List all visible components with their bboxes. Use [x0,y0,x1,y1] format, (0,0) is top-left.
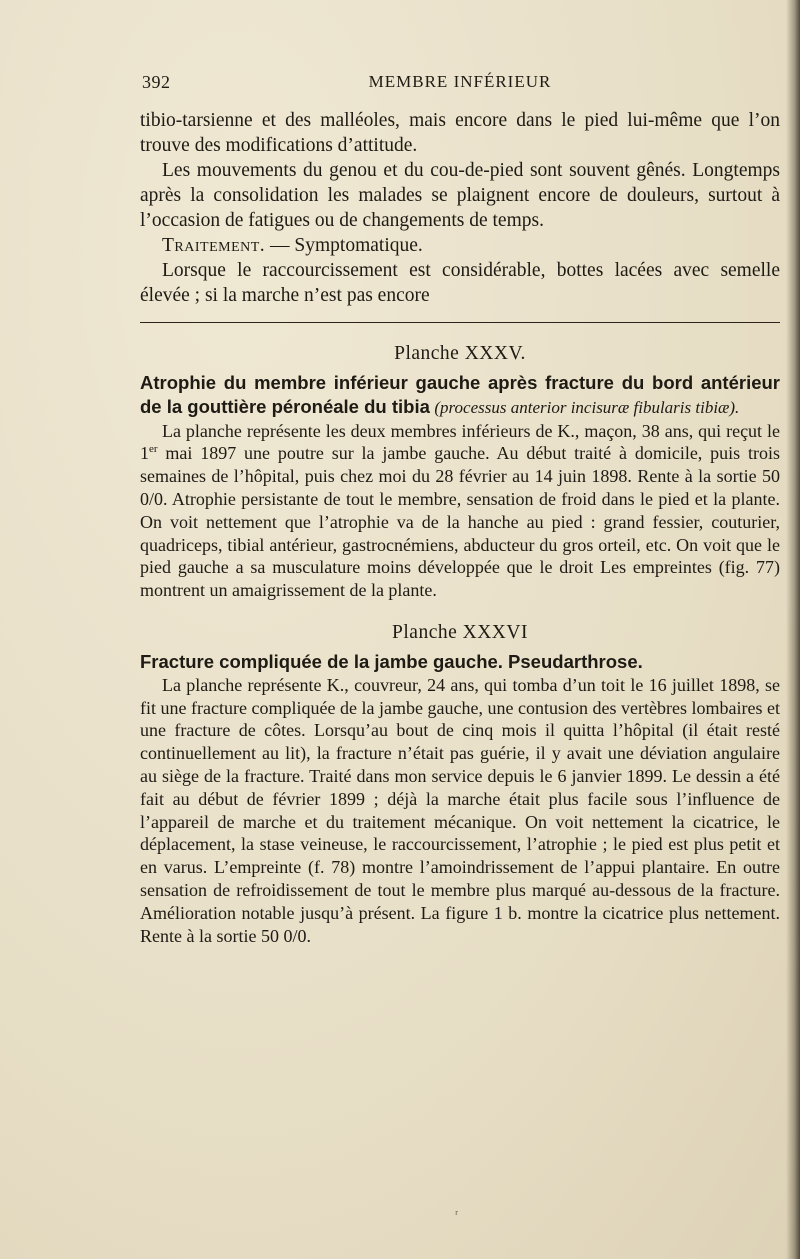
page-header [140,70,780,100]
plate-35-label: Planche XXXV. [394,343,526,364]
plate-36-heading [140,650,780,674]
plate-36-body [140,650,780,947]
plate-35-section [140,343,780,602]
plate-35-body [140,371,780,602]
intro-paragraph-4: Lorsque le raccourcissement est considérable, bottes lacées avec semelle élevée ; si la marche n’est pas encore [140,260,780,306]
page-number: 392 [142,72,171,92]
plate-35-title: Atrophie du membre inférieur gauche après fracture du bord antérieur de la gouttière péronéale du tibia [140,372,780,417]
intro-section [140,108,780,308]
stray-mark: ʳ [455,1208,459,1223]
plate-36-label: Planche XXXVI [392,621,528,643]
treatment-paragraph [140,233,780,258]
plate-35-latin: (processus anterior incisuræ fibularis tibiæ). [434,397,740,417]
treatment-text: — Symptomatique. [265,235,423,256]
plate-35-sup: er [149,443,158,456]
page-edge-shadow [786,0,800,1259]
plate-36-section [140,622,780,947]
book-page [140,70,780,947]
treatment-label: Traitement. [162,235,266,256]
section-divider [140,322,780,323]
plate-36-description: La planche représente K., couvreur, 24 ans, qui tomba d’un toit le 16 juillet 1898, se fit une fracture compliquée de la jambe gauche, une contusion des vertèbres lombaires et une fracture de côtes. Lorsqu’au bout de cinq mois il quitta l’hôpital (il était resté continuellement au lit), la fracture n’était pas guérie, il y avait une déviation angulaire au siège de la fracture. Traité dans mon service depuis le 6 janvier 1899. Le dessin a été fait au début de février 1899 ; déjà la marche était plus facile sous l’influence de l’appareil de marche et du traitement mécanique. On voit nettement la cicatrice, le déplacement, la stase veineuse, le raccourcissement, l’atrophie ; le pied est plus petit et en varus. L’empreinte (f. 78) montre l’amoindrissement de l’appui plantaire. En outre sensation de refroidissement de tout le membre plus marqué au-dessous de la fracture. Amélioration notable jusqu’à présent. La figure 1 b. montre la cicatrice plus nettement. Rente à la sortie 50 0/0. [140,674,780,946]
plate-35-heading [140,371,780,420]
plate-36-title: Fracture compliquée de la jambe gauche. Pseudarthrose. [140,650,643,672]
intro-paragraph-1: tibio-tarsienne et des malléoles, mais encore dans le pied lui-même que l’on trouve des modifications d’attitude. [140,110,780,156]
plate-35-text-b: mai 1897 une poutre sur la jambe gauche. Au début traité à domicile, puis trois semaines de l’hôpital, puis chez moi du 28 février au 14 juin 1898. Rente à la sortie 50 0/0. Atrophie persistante de tout le membre, sensation de froid dans le pied et la plante. On voit nettement que l’atrophie va de la hanche au pied : grand fessier, couturier, quadriceps, tibial antérieur, gastrocnémiens, abducteur du gros orteil, etc. On voit que le pied gauche a sa musculature moins développée que le droit Les empreintes (fig. 77) montrent un amaigrissement de la plante. [140,443,780,601]
plate-35-description [140,420,780,602]
running-title: MEMBRE INFÉRIEUR [368,72,552,91]
plate-35-text-a: La planche représente les deux membres inférieurs de K., maçon, 38 ans, qui reçut le 1 [140,420,780,464]
intro-paragraph-2: Les mouvements du genou et du cou-de-pied sont souvent gênés. Longtemps après la consolidation les malades se plaignent encore de douleurs, surtout à l’occasion de fatigues ou de changements de temps. [140,160,780,231]
